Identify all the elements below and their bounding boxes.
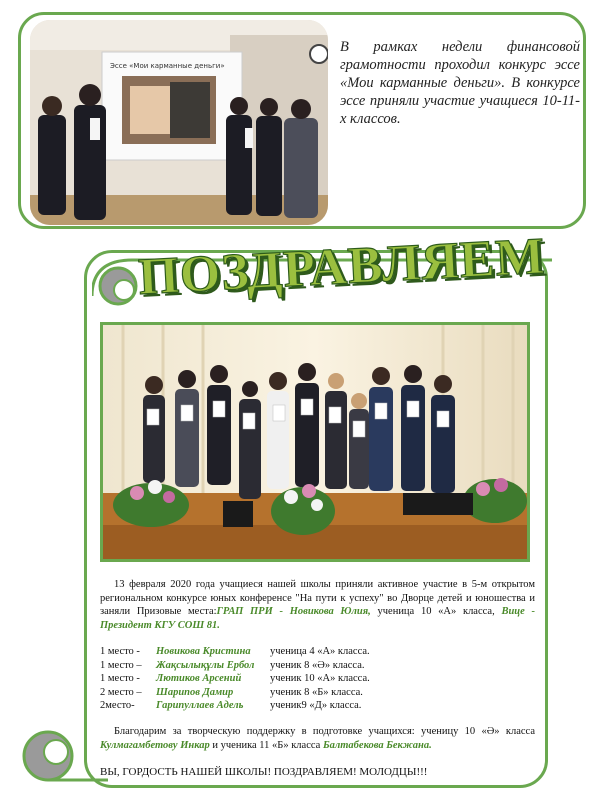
winner-name: Жақсылықұлы Ербол bbox=[156, 659, 255, 671]
article-paragraph-2 bbox=[100, 725, 535, 752]
list-item bbox=[100, 672, 540, 686]
winners-list bbox=[100, 645, 540, 713]
place-label: 2место- bbox=[100, 700, 135, 711]
scroll-decoration-bottom bbox=[18, 712, 108, 788]
place-label: 2 место – bbox=[100, 686, 142, 698]
place-label: 1 место - bbox=[100, 646, 140, 657]
article-p2-highlight-1: Кулмагамбетову Инкар bbox=[100, 739, 210, 751]
winner-name: Шарипов Дамир bbox=[156, 686, 234, 698]
article-p2-text-2: и ученика 11 «Б» класса bbox=[209, 739, 323, 751]
list-item bbox=[100, 686, 540, 700]
classroom-photo bbox=[30, 20, 328, 225]
closing-text: ВЫ, ГОРДОСТЬ НАШЕЙ ШКОЛЫ! ПОЗДРАВЛЯЕМ! МОЛОДЦЫ!!! bbox=[100, 766, 428, 778]
wall-clock-icon bbox=[310, 45, 328, 63]
awards-photo-illustration bbox=[103, 325, 527, 559]
place-label: 1 место - bbox=[100, 673, 140, 684]
slide-title: Эссе «Мои карманные деньги» bbox=[110, 62, 225, 70]
speaker-icon bbox=[223, 501, 253, 527]
page-title: ПОЗДРАВЛЯЕМ bbox=[136, 227, 547, 307]
intro-text: В рамках недели финансовой грамотности проходил конкурс эссе «Мои карманные деньги». В конкурсе эссе приняли участие учащиеся 10-11-х классов. bbox=[340, 39, 580, 127]
winner-class: ученик9 «Д» класса. bbox=[270, 700, 362, 711]
awards-photo bbox=[100, 322, 530, 562]
article-p1-text: 13 февраля 2020 года учащиеся нашей школы приняли активное участие в 5-м открытом региональном конкурсе юных конференсе "На пути к успеху" во Дворце детей и юношества и заняли Призовые места: bbox=[100, 579, 535, 617]
article-p1-highlight-1: ГРАП ПРИ - Новикова Юлия, bbox=[216, 606, 371, 617]
article-p2-text: Благодарим за творческую поддержку в подготовке учащихся: ученицу 10 «Ә» класса bbox=[114, 726, 535, 737]
list-item bbox=[100, 659, 540, 673]
winner-class: ученица 4 «А» класса. bbox=[270, 646, 370, 657]
winner-class: ученик 8 «Б» класса. bbox=[270, 686, 363, 698]
winner-class: ученик 10 «А» класса. bbox=[270, 673, 370, 684]
article-p1-highlight-2: Вице - Президент КГУ СОШ 81. bbox=[100, 606, 536, 631]
article-p1-text-2: ученица 10 «А» класса, bbox=[370, 606, 502, 617]
classroom-photo-illustration bbox=[30, 20, 328, 225]
list-item bbox=[100, 645, 540, 659]
winner-class: ученик 8 «Ә» класса. bbox=[270, 659, 365, 671]
list-item bbox=[100, 699, 540, 713]
article-p2-highlight-2: Балтабекова Бекжана. bbox=[322, 739, 432, 751]
speaker-right-icon bbox=[403, 493, 473, 515]
winner-name: Новикова Кристина bbox=[156, 646, 251, 657]
winner-name: Гарипуллаев Адель bbox=[156, 700, 244, 711]
article-paragraph-1 bbox=[100, 578, 535, 632]
place-label: 1 место – bbox=[100, 659, 142, 671]
winner-name: Лютиков Арсений bbox=[156, 673, 242, 684]
